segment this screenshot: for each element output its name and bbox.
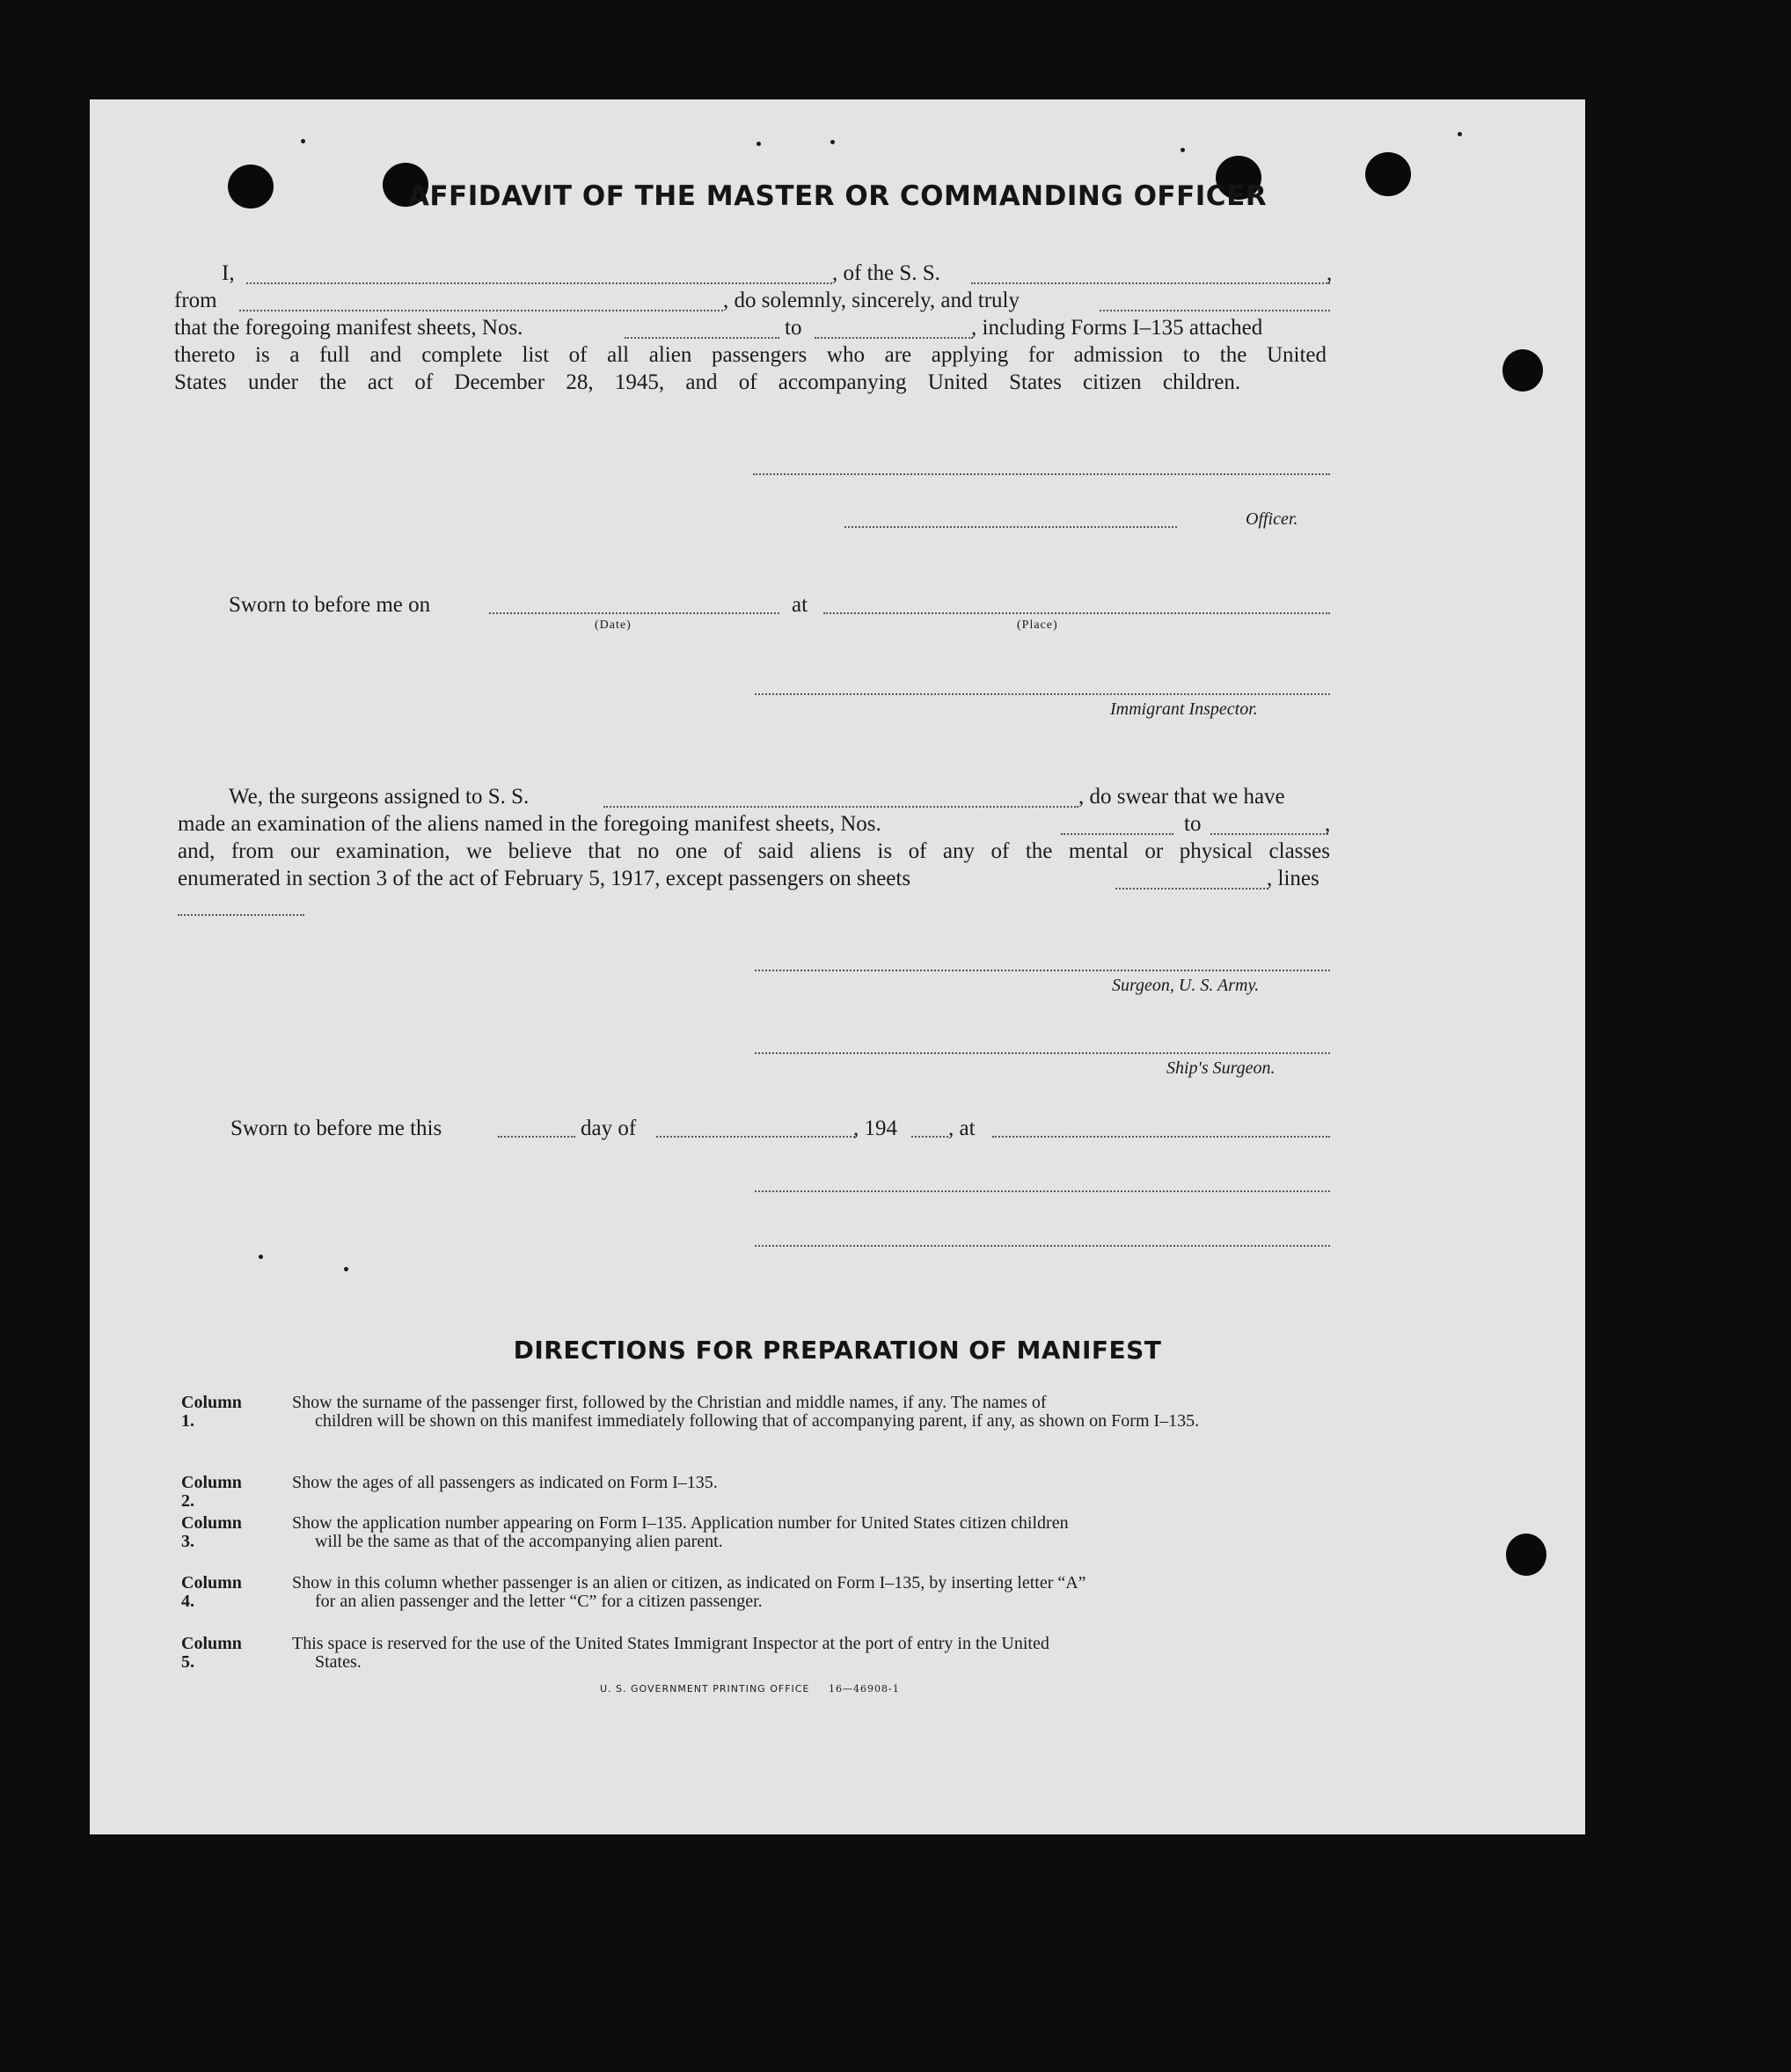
signature-line-a[interactable] — [755, 1190, 1330, 1192]
affidavit-line-3-end: , including Forms I–135 attached — [971, 316, 1263, 340]
direction-label: Column 3. — [181, 1513, 242, 1551]
officer-signature-line[interactable] — [844, 526, 1177, 528]
directions-title: DIRECTIONS FOR PREPARATION OF MANIFEST — [513, 1336, 1162, 1365]
affidavit-line-3-to: to — [785, 316, 802, 340]
surgeons-line-4-end: , lines — [1267, 867, 1319, 890]
date-caption: (Date) — [595, 619, 632, 632]
affidavit-line-2-start: from — [174, 289, 217, 312]
sworn-day-field[interactable] — [498, 1136, 575, 1138]
direction-label: Column 1. — [181, 1393, 242, 1431]
speck — [1458, 132, 1462, 136]
army-surgeon-caption: Surgeon, U. S. Army. — [1112, 976, 1260, 995]
surgeons-sheet-to-field[interactable] — [1210, 833, 1328, 835]
sheet-from-field[interactable] — [625, 337, 779, 339]
form-code: 16—46908-1 — [829, 1683, 900, 1695]
army-surgeon-signature-line[interactable] — [755, 970, 1330, 971]
direction-text: This space is reserved for the use of the United States Immigrant Inspector at the port of entry in the United — [292, 1634, 1049, 1653]
speck — [301, 139, 305, 143]
except-lines-field[interactable] — [178, 914, 304, 916]
direction-text: Show the application number appearing on Form I–135. Application number for United States citizen children — [292, 1513, 1069, 1533]
master-name-field[interactable] — [246, 282, 832, 284]
sworn-year-field[interactable] — [911, 1136, 948, 1138]
inspector-caption: Immigrant Inspector. — [1110, 699, 1258, 719]
sworn-place-field[interactable] — [823, 612, 1330, 614]
ship-name-field[interactable] — [971, 282, 1330, 284]
document-page — [90, 99, 1585, 1834]
surgeons-sheet-from-field[interactable] — [1061, 833, 1173, 835]
direction-label: Column 2. — [181, 1473, 242, 1511]
truly-field[interactable] — [1100, 310, 1330, 311]
surgeons-line-1-end: , do swear that we have — [1078, 785, 1285, 809]
affidavit-line-1-mid: , of the S. S. — [832, 261, 940, 285]
speck — [1181, 148, 1185, 152]
officer-caption: Officer. — [1246, 509, 1298, 529]
punch-hole — [1506, 1534, 1546, 1576]
direction-label: Column 5. — [181, 1634, 242, 1672]
punch-hole — [1502, 349, 1543, 392]
affidavit-line-4: thereto is a full and complete list of all alien passengers who are applying for admission to the United — [174, 343, 1327, 367]
surgeons-line-2-to: to — [1184, 812, 1202, 836]
sworn-date-field[interactable] — [489, 612, 779, 614]
surgeons-line-2-start: made an examination of the aliens named in the foregoing manifest sheets, Nos. — [178, 812, 881, 836]
place-caption: (Place) — [1017, 619, 1058, 632]
surgeons-line-4-start: enumerated in section 3 of the act of February 5, 1917, except passengers on sheets — [178, 867, 911, 890]
speck — [757, 142, 761, 146]
surgeons-ship-field[interactable] — [603, 806, 1078, 808]
ship-surgeon-signature-line[interactable] — [755, 1052, 1330, 1054]
affidavit-title: AFFIDAVIT OF THE MASTER OR COMMANDING OFFICER — [407, 180, 1268, 212]
direction-text-cont: for an alien passenger and the letter “C” for a citizen passenger. — [315, 1592, 763, 1611]
sworn-year-label: , 194 — [853, 1117, 897, 1140]
sworn-at2-label: , at — [948, 1117, 976, 1140]
master-signature-line[interactable] — [753, 473, 1330, 475]
affidavit-line-5: States under the act of December 28, 1945, and of accompanying United States citizen children. — [174, 370, 1241, 394]
direction-text: Show the surname of the passenger first, followed by the Christian and middle names, if any. The names of — [292, 1393, 1047, 1412]
sworn-month-field[interactable] — [656, 1136, 855, 1138]
inspector-signature-line[interactable] — [755, 693, 1330, 695]
signature-line-b[interactable] — [755, 1245, 1330, 1247]
sworn-before-label: Sworn to before me on — [229, 593, 431, 617]
sworn-day-of-label: day of — [581, 1117, 637, 1140]
surgeons-line-2-end: , — [1325, 812, 1331, 836]
speck — [830, 140, 835, 144]
sworn-this-label: Sworn to before me this — [230, 1117, 442, 1140]
sworn-at-label: at — [792, 593, 808, 617]
direction-text-cont: children will be shown on this manifest immediately following that of accompanying parent, if any, as shown on Form I–135. — [315, 1411, 1200, 1431]
ship-surgeon-caption: Ship's Surgeon. — [1166, 1058, 1276, 1078]
affidavit-line-2-mid: , do solemnly, sincerely, and truly — [723, 289, 1020, 312]
sheet-to-field[interactable] — [815, 337, 973, 339]
printer-imprint: U. S. GOVERNMENT PRINTING OFFICE — [600, 1683, 810, 1695]
affidavit-line-1-start: I, — [222, 261, 235, 285]
affidavit-line-1-end: , — [1327, 261, 1333, 285]
direction-text: Show the ages of all passengers as indicated on Form I–135. — [292, 1473, 718, 1492]
direction-text-cont: will be the same as that of the accompanying alien parent. — [315, 1532, 723, 1551]
surgeons-line-3: and, from our examination, we believe that no one of said aliens is of any of the mental or physical classes — [178, 839, 1330, 863]
affidavit-line-3-start: that the foregoing manifest sheets, Nos. — [174, 316, 523, 340]
direction-text-cont: States. — [315, 1652, 362, 1672]
from-port-field[interactable] — [239, 310, 723, 311]
speck — [259, 1255, 263, 1259]
direction-label: Column 4. — [181, 1573, 242, 1611]
direction-text: Show in this column whether passenger is an alien or citizen, as indicated on Form I–135, by inserting letter “A” — [292, 1573, 1086, 1592]
except-sheets-field[interactable] — [1115, 888, 1268, 890]
speck — [344, 1267, 348, 1271]
sworn-at-place-field[interactable] — [992, 1136, 1330, 1138]
surgeons-line-1-start: We, the surgeons assigned to S. S. — [229, 785, 530, 809]
